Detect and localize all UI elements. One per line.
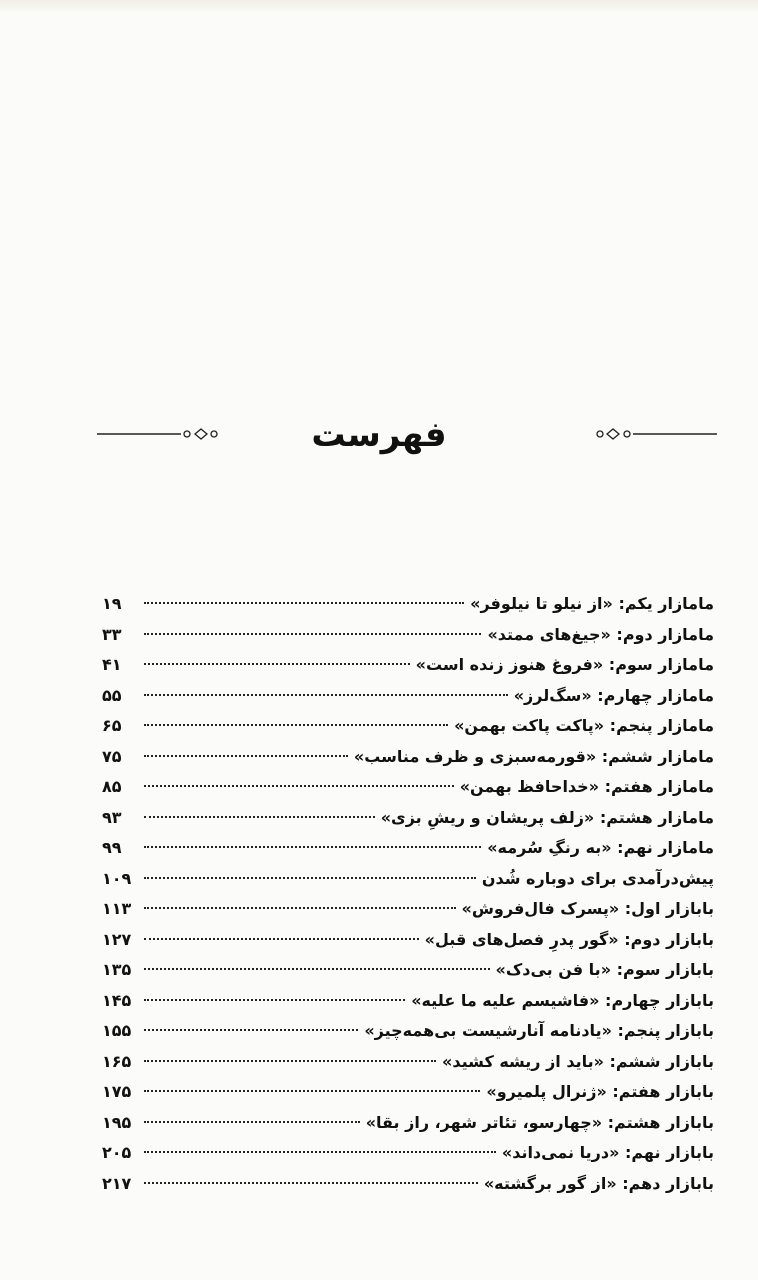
dot-leader (144, 846, 481, 848)
toc-entry[interactable] (102, 986, 714, 1017)
toc-entry-page: ۶۵ (102, 716, 122, 735)
toc-entry[interactable] (102, 803, 714, 834)
toc-entry-title: بابازار ششم: «باید از ریشه کشید» (442, 1051, 714, 1071)
toc-entry-title: مامازار هفتم: «خداحافظ بهمن» (459, 777, 714, 796)
toc-entry-title: بابازار پنجم: «یادنامه آنارشیست بی‌همه‌چیز» (364, 1021, 714, 1040)
toc-entry-title: بابازار دهم: «از گور برگشته» (483, 1173, 714, 1193)
toc-entry-title: مامازار نهم: «به رنگِ سُرمه» (487, 838, 714, 857)
dot-leader (144, 724, 448, 726)
dot-leader (144, 1121, 360, 1123)
table-of-contents (102, 589, 714, 1199)
toc-entry-page: ۴۱ (102, 655, 122, 674)
toc-entry-page: ۷۵ (102, 746, 122, 766)
toc-entry[interactable] (102, 620, 714, 651)
toc-entry-page: ۳۳ (102, 624, 122, 644)
toc-entry-title: مامازار یکم: «از نیلو تا نیلوفر» (470, 594, 714, 613)
toc-entry-page: ۱۶۵ (102, 1051, 132, 1071)
toc-entry-title: بابازار نهم: «دریا نمی‌داند» (501, 1143, 714, 1162)
toc-entry-title: بابازار چهارم: «فاشیسم علیه ما علیه» (411, 990, 714, 1010)
dot-leader (144, 968, 490, 970)
toc-entry[interactable] (102, 925, 714, 956)
toc-entry-page: ۲۱۷ (102, 1173, 132, 1193)
toc-entry-title: بابازار هفتم: «ژنرال پلمیرو» (486, 1082, 714, 1101)
toc-entry-title: مامازار سوم: «فروغ هنوز زنده است» (415, 655, 714, 674)
toc-entry-page: ۵۵ (102, 685, 122, 705)
toc-entry[interactable] (102, 955, 714, 986)
page-title: فهرست (311, 415, 447, 455)
toc-entry-title: مامازار دوم: «جیغ‌های ممتد» (487, 624, 714, 644)
dot-leader (144, 1029, 358, 1031)
toc-entry-page: ۱۱۳ (102, 899, 132, 918)
toc-entry[interactable] (102, 894, 714, 925)
dot-leader (144, 938, 419, 940)
toc-entry-page: ۱۹۵ (102, 1112, 132, 1132)
dot-leader (144, 907, 456, 909)
toc-entry[interactable] (102, 1108, 714, 1139)
toc-entry-title: پیش‌درآمدی برای دوباره شُدن (481, 868, 714, 888)
dot-leader (144, 877, 476, 879)
toc-entry-page: ۱۵۵ (102, 1021, 132, 1040)
toc-entry[interactable] (102, 772, 714, 803)
toc-entry[interactable] (102, 1016, 714, 1047)
dot-leader (144, 816, 375, 818)
dot-leader (144, 999, 405, 1001)
dot-leader (144, 1060, 436, 1062)
toc-entry-page: ۱۹ (102, 594, 122, 613)
dot-leader (144, 1151, 496, 1153)
toc-entry-page: ۱۰۹ (102, 868, 132, 888)
toc-entry-page: ۹۳ (102, 807, 122, 827)
toc-entry-page: ۹۹ (102, 838, 122, 857)
toc-entry-page: ۱۷۵ (102, 1082, 132, 1101)
dot-leader (144, 785, 454, 787)
toc-entry-page: ۲۰۵ (102, 1143, 132, 1162)
toc-entry-title: بابازار هشتم: «چهارسو، تئاتر شهر، راز بقا» (365, 1112, 714, 1132)
dot-leader (144, 602, 464, 604)
toc-entry-title: مامازار هشتم: «زلف پریشان و ریشِ بزی» (380, 807, 714, 827)
dot-leader (144, 755, 348, 757)
dot-leader (144, 694, 508, 696)
toc-entry-page: ۱۳۵ (102, 960, 132, 979)
dot-leader (144, 633, 481, 635)
page-top-edge (0, 0, 758, 14)
toc-entry[interactable] (102, 864, 714, 895)
toc-entry[interactable] (102, 711, 714, 742)
toc-entry[interactable] (102, 681, 714, 712)
toc-entry[interactable] (102, 1138, 714, 1169)
toc-entry[interactable] (102, 742, 714, 773)
toc-entry[interactable] (102, 1077, 714, 1108)
toc-entry-title: مامازار چهارم: «سگ‌لرز» (513, 685, 714, 705)
toc-entry-title: بابازار سوم: «با فن بی‌دک» (495, 960, 714, 979)
dot-leader (144, 663, 410, 665)
dot-leader (144, 1090, 480, 1092)
toc-entry-title: مامازار ششم: «قورمه‌سبزی و ظرف مناسب» (353, 746, 714, 766)
toc-entry-title: بابازار اول: «پسرک فال‌فروش» (461, 899, 714, 918)
toc-entry[interactable] (102, 1169, 714, 1200)
toc-entry-page: ۱۴۵ (102, 990, 132, 1010)
toc-entry[interactable] (102, 589, 714, 620)
toc-entry-title: مامازار پنجم: «پاکت پاکت بهمن» (454, 716, 714, 735)
toc-entry[interactable] (102, 833, 714, 864)
ornament-divider-right (595, 427, 717, 441)
toc-entry[interactable] (102, 1047, 714, 1078)
toc-entry[interactable] (102, 650, 714, 681)
dot-leader (144, 1182, 478, 1184)
toc-entry-title: بابازار دوم: «گور پدرِ فصل‌های قبل» (424, 929, 714, 949)
toc-entry-page: ۸۵ (102, 777, 122, 796)
toc-entry-page: ۱۲۷ (102, 929, 132, 949)
toc-heading (0, 405, 758, 465)
